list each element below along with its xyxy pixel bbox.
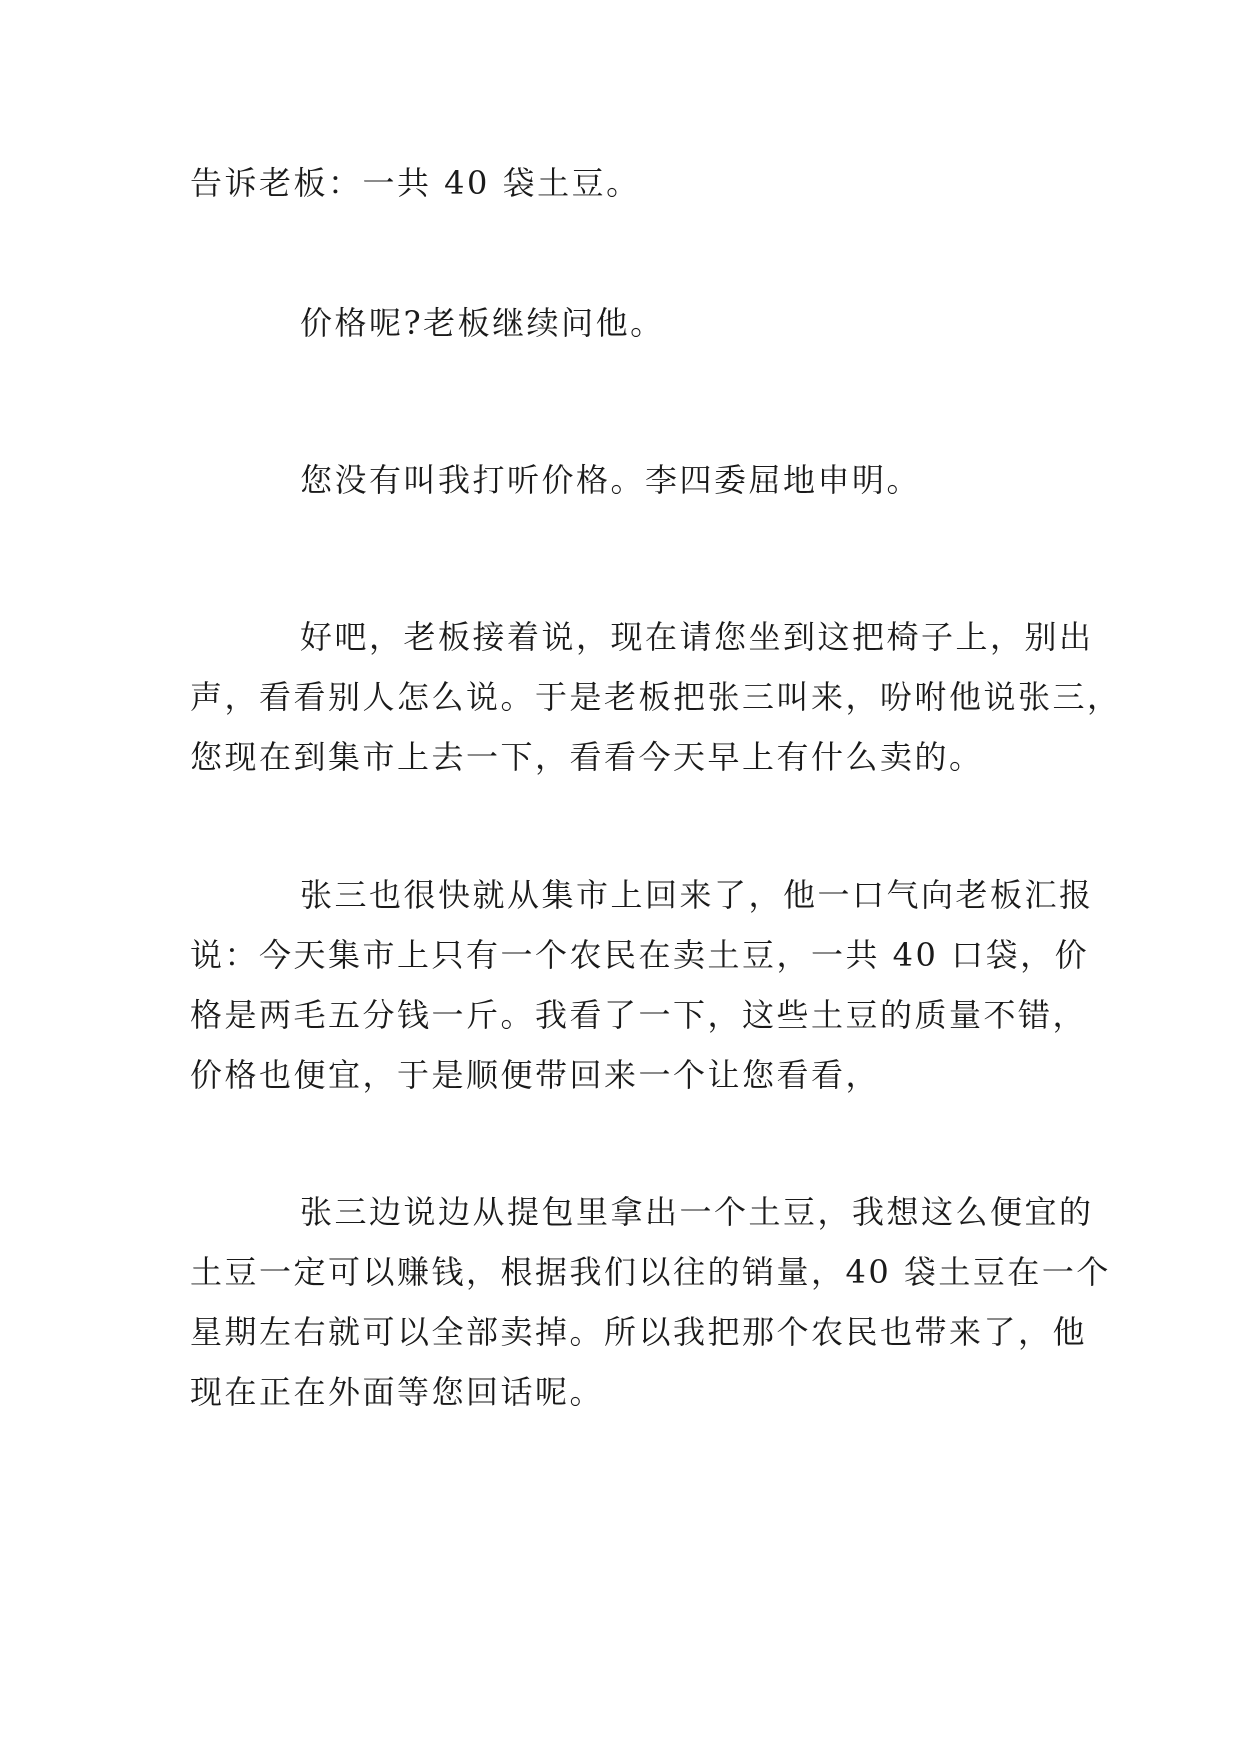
text-line: 您没有叫我打听价格。李四委屈地申明。: [300, 461, 922, 499]
text-line: 好吧，老板接着说，现在请您坐到这把椅子上，别出: [300, 618, 1094, 656]
text-line: 星期左右就可以全部卖掉。所以我把那个农民也带来了，他: [190, 1313, 1088, 1351]
text-line: 声，看看别人怎么说。于是老板把张三叫来，吩咐他说张三，: [190, 678, 1122, 716]
text-line: 土豆一定可以赚钱，根据我们以往的销量，40 袋土豆在一个: [190, 1253, 1111, 1291]
text-line: 格是两毛五分钱一斤。我看了一下，这些土豆的质量不错，: [190, 996, 1088, 1034]
paragraph-5: [190, 865, 1094, 1105]
paragraph-4: [190, 607, 1122, 787]
text-line: 价格也便宜，于是顺便带回来一个让您看看，: [190, 1056, 881, 1094]
text-line: 您现在到集市上去一下，看看今天早上有什么卖的。: [190, 738, 984, 776]
paragraph-2: [190, 293, 1060, 353]
text-line: 告诉老板：一共 40 袋土豆。: [190, 164, 641, 202]
text-line: 现在正在外面等您回话呢。: [190, 1373, 605, 1411]
text-line: 张三也很快就从集市上回来了，他一口气向老板汇报: [300, 876, 1094, 914]
text-line: 说：今天集市上只有一个农民在卖土豆，一共 40 口袋，价: [190, 936, 1090, 974]
text-line: 价格呢?老板继续问他。: [300, 304, 665, 342]
text-line: 张三边说边从提包里拿出一个土豆，我想这么便宜的: [300, 1193, 1094, 1231]
paragraph-6: [190, 1182, 1111, 1422]
paragraph-3: [190, 450, 1060, 510]
paragraph-1: [190, 153, 1060, 213]
